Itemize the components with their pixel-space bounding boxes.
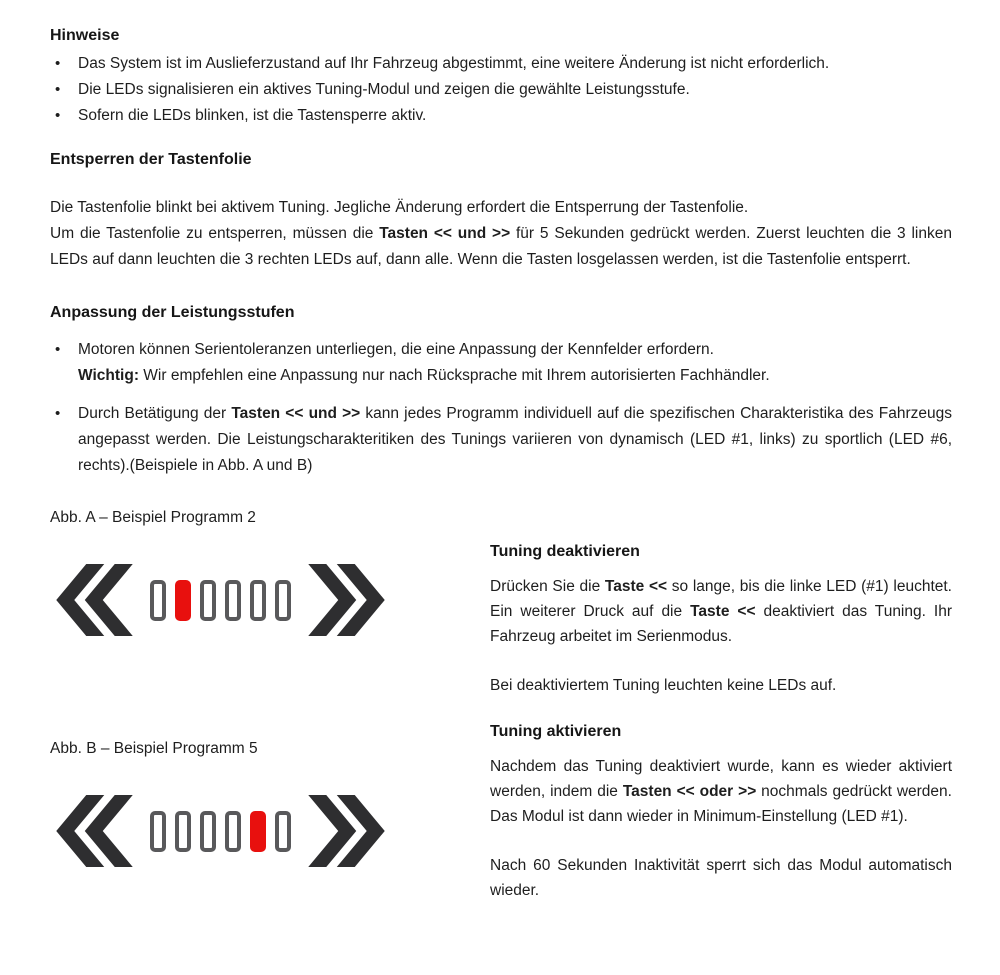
section-entsperren	[50, 151, 952, 273]
hinweise-bullet-2-text: Die LEDs signalisieren ein aktives Tuning-Modul und zeigen die gewählte Leistungsstufe.	[78, 81, 690, 98]
led-indicator	[200, 811, 216, 852]
entsperren-line1: Die Tastenfolie blinkt bei aktivem Tuning. Jegliche Änderung erfordert die Entsperrung der Tastenfolie.	[50, 199, 749, 216]
led-strip	[150, 580, 291, 621]
double-chevron-left-icon	[56, 795, 133, 867]
hinweise-bullet-1-text: Das System ist im Auslieferzustand auf Ihr Fahrzeug abgestimmt, eine weitere Änderung ist nicht erforderlich.	[78, 55, 830, 72]
anpassung-bullet-1	[50, 337, 952, 389]
section-hinweise	[50, 27, 952, 129]
entsperren-heading: Entsperren der Tastenfolie	[50, 151, 252, 168]
hinweise-heading: Hinweise	[50, 27, 120, 44]
led-indicator	[225, 811, 241, 852]
bullet-icon: •	[55, 55, 61, 72]
bullet-icon: •	[55, 81, 61, 98]
hinweise-bullet-3	[50, 103, 952, 129]
anpassung-bullet-2-text: Durch Betätigung der Tasten << und >> kann jedes Programm individuell auf die spezifischen Charakteristika des Fahrzeugs angepasst werden. Die Leistungscharakteritiken des Tunings variieren von dynamisch (LED #1, links) zu sportlich (LED #6, rechts).(Beispiele in Abb. A und B)	[78, 405, 952, 474]
figures-column	[50, 509, 490, 903]
tuning-aktivieren-paragraph-1: Nachdem das Tuning deaktiviert wurde, kann es wieder aktiviert werden, indem die Tasten << oder >> nochmals gedrückt werden. Das Modul ist dann wieder in Minimum-Einstellung (LED #1).	[490, 758, 952, 825]
tuning-aktivieren-heading: Tuning aktivieren	[490, 723, 622, 740]
tuning-deaktivieren-paragraph-1: Drücken Sie die Taste << so lange, bis die linke LED (#1) leuchtet. Ein weiterer Druck auf die Taste << deaktiviert das Tuning. Ihr Fahrzeug arbeitet im Serienmodus.	[490, 578, 952, 645]
led-indicator	[200, 580, 216, 621]
anpassung-heading: Anpassung der Leistungsstufen	[50, 304, 295, 321]
tuning-deaktivieren-paragraph-2: Bei deaktiviertem Tuning leuchten keine LEDs auf.	[490, 677, 837, 694]
led-indicator	[250, 580, 266, 621]
bullet-icon: •	[55, 405, 61, 422]
led-strip	[150, 811, 291, 852]
double-chevron-left-icon	[56, 564, 133, 636]
instructions-column	[490, 543, 952, 903]
bullet-icon: •	[55, 107, 61, 124]
led-indicator	[150, 811, 166, 852]
figures-and-instructions	[50, 509, 952, 903]
anpassung-bullet-1-text: Motoren können Serientoleranzen unterliegen, die eine Anpassung der Kennfelder erfordern. Wichtig: Wir empfehlen eine Anpassung nur nach Rücksprache mit Ihrem autorisierten Fachhändler.	[78, 341, 770, 384]
led-indicator-active	[175, 580, 191, 621]
figure-a-graphic	[56, 564, 490, 636]
figure-b-label: Abb. B – Beispiel Programm 5	[50, 740, 258, 757]
led-indicator	[150, 580, 166, 621]
tuning-deaktivieren-heading: Tuning deaktivieren	[490, 543, 640, 560]
led-indicator	[225, 580, 241, 621]
anpassung-bullet-2	[50, 401, 952, 479]
hinweise-bullet-list	[50, 51, 952, 129]
section-anpassung	[50, 304, 952, 479]
entsperren-paragraph: Um die Tastenfolie zu entsperren, müssen die Tasten << und >> für 5 Sekunden gedrückt werden. Zuerst leuchten die 3 linken LEDs auf dann leuchten die 3 rechten LEDs auf, dann alle. Wenn die Tasten losgelassen werden, ist die Tastenfolie entsperrt.	[50, 225, 952, 268]
led-indicator	[275, 580, 291, 621]
double-chevron-right-icon	[308, 564, 385, 636]
tuning-aktivieren-paragraph-2: Nach 60 Sekunden Inaktivität sperrt sich das Modul automatisch wieder.	[490, 857, 952, 899]
bullet-icon: •	[55, 341, 61, 358]
hinweise-bullet-1	[50, 51, 952, 77]
double-chevron-right-icon	[308, 795, 385, 867]
figure-b-graphic	[56, 795, 490, 867]
led-indicator	[275, 811, 291, 852]
hinweise-bullet-3-text: Sofern die LEDs blinken, ist die Tastensperre aktiv.	[78, 107, 427, 124]
hinweise-bullet-2	[50, 77, 952, 103]
figure-a-label: Abb. A – Beispiel Programm 2	[50, 509, 256, 526]
led-indicator	[175, 811, 191, 852]
led-indicator-active	[250, 811, 266, 852]
